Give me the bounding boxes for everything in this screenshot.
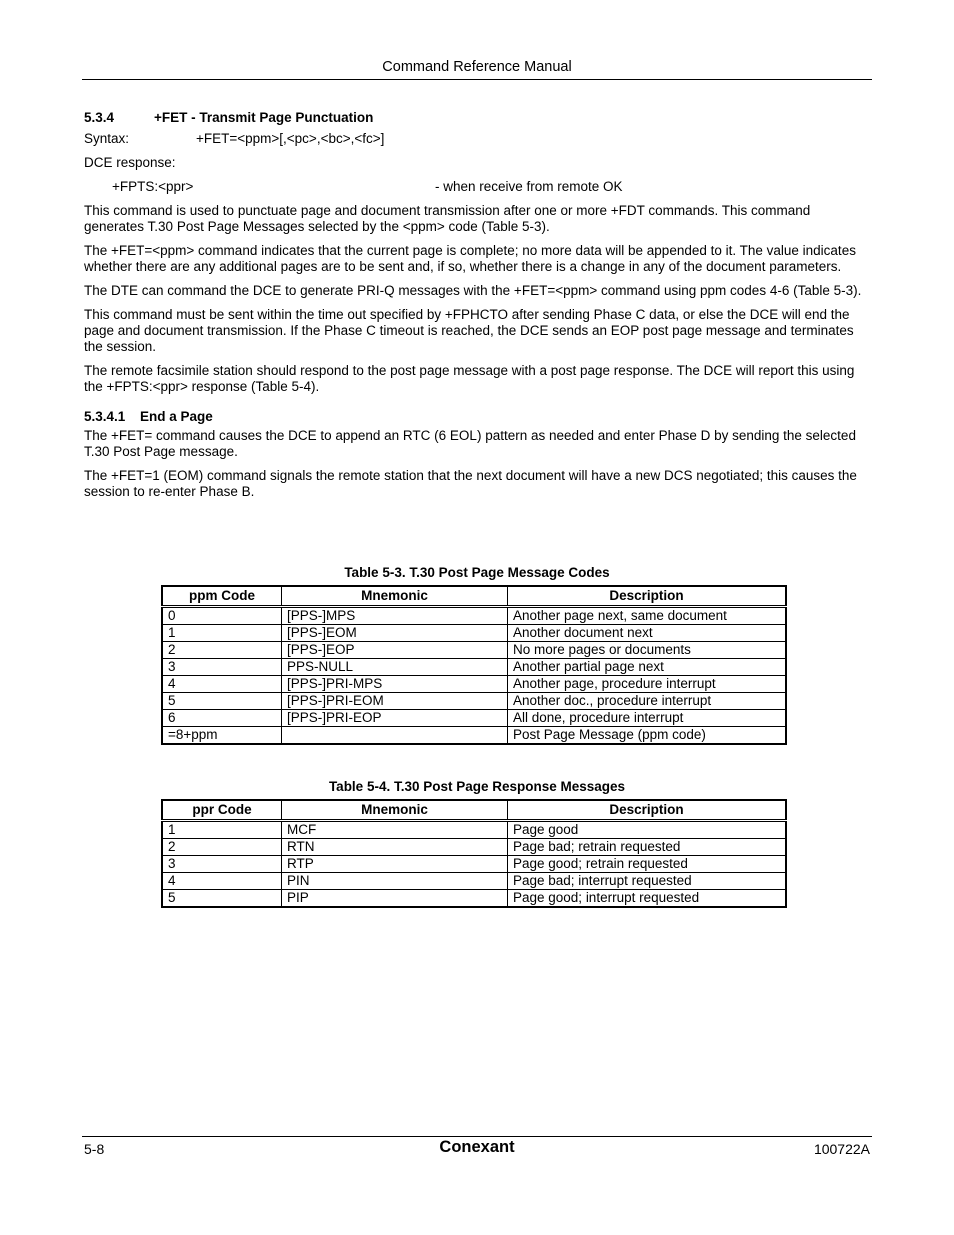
section-title: +FET - Transmit Page Punctuation (154, 110, 374, 125)
paragraph: The +FET= command causes the DCE to append an RTC (6 EOL) pattern as needed and enter Phase D by sending the selected T.30 Post Page message. (84, 428, 856, 459)
table-cell: Another doc., procedure interrupt (508, 693, 787, 710)
column-header: ppr Code (162, 800, 282, 821)
dce-response-code: +FPTS:<ppr> (112, 179, 194, 194)
page-body (84, 110, 872, 508)
table-cell: Page bad; retrain requested (508, 839, 787, 856)
paragraph: The remote facsimile station should respond to the post page message with a post page response. The DCE will report this using the +FPTS:<ppr> response (Table 5-4). (84, 363, 855, 394)
table-cell: RTP (282, 856, 508, 873)
table-row (162, 676, 786, 693)
paragraph: The +FET=1 (EOM) command signals the remote station that the next document will have a new DCS negotiated; this causes the session to re-enter Phase B. (84, 468, 857, 499)
table-cell: =8+ppm (162, 727, 282, 745)
syntax-label: Syntax: (84, 131, 130, 146)
table-row (162, 727, 786, 745)
dce-response-note: - when receive from remote OK (435, 179, 623, 194)
table2-caption: Table 5-4. T.30 Post Page Response Messages (328, 779, 626, 794)
table-cell: [PPS-]PRI-EOM (282, 693, 508, 710)
header-rule (82, 79, 872, 80)
table-cell: PIN (282, 873, 508, 890)
table-cell: MCF (282, 821, 508, 839)
table-row (162, 856, 786, 873)
section-number: 5.3.4 (84, 110, 115, 125)
section-heading (84, 110, 872, 126)
table-cell: Page good (508, 821, 787, 839)
table-cell: 2 (162, 839, 282, 856)
table-row (162, 642, 786, 659)
table-row (162, 659, 786, 676)
subsection-title: End a Page (140, 409, 213, 424)
table-row (162, 839, 786, 856)
table-cell: 5 (162, 890, 282, 908)
table-header-row (162, 800, 786, 821)
table-row (162, 890, 786, 908)
subsection-heading (84, 409, 872, 425)
table-cell: [PPS-]EOM (282, 625, 508, 642)
table-cell: No more pages or documents (508, 642, 787, 659)
table-cell: 3 (162, 856, 282, 873)
column-header: Mnemonic (282, 586, 508, 607)
table-ppm-codes (161, 585, 787, 745)
document-number: 100722A (813, 1141, 870, 1157)
table-cell: Another partial page next (508, 659, 787, 676)
table-row (162, 873, 786, 890)
table-cell: Another page next, same document (508, 607, 787, 625)
paragraph: The DTE can command the DCE to generate PRI-Q messages with the +FET=<ppm> command using ppm codes 4-6 (Table 5-3). (84, 283, 862, 298)
table-row (162, 821, 786, 839)
table-cell: Another document next (508, 625, 787, 642)
table-cell: 4 (162, 873, 282, 890)
table-cell: 4 (162, 676, 282, 693)
column-header: Description (508, 800, 787, 821)
paragraph: This command is used to punctuate page and document transmission after one or more +FDT commands. This command generates T.30 Post Page Messages selected by the <ppm> code (Table 5-3). (84, 203, 811, 234)
table1-caption: Table 5-3. T.30 Post Page Message Codes (344, 565, 610, 580)
table-cell: 1 (162, 821, 282, 839)
table-row (162, 693, 786, 710)
table-cell: 2 (162, 642, 282, 659)
subsection-number: 5.3.4.1 (84, 409, 126, 424)
table-cell: 3 (162, 659, 282, 676)
syntax-value: +FET=<ppm>[,<pc>,<bc>,<fc>] (196, 131, 385, 146)
dce-response-label: DCE response: (84, 155, 176, 170)
table-cell: PIP (282, 890, 508, 908)
footer-rule (82, 1136, 872, 1137)
table-cell: RTN (282, 839, 508, 856)
paragraph: The +FET=<ppm> command indicates that the current page is complete; no more data will be appended to it. The value indicates whether there are any additional pages are to be sent and, if so, whether there is a change in any of the document parameters. (84, 243, 856, 274)
table-cell: [PPS-]PRI-EOP (282, 710, 508, 727)
table-cell: 0 (162, 607, 282, 625)
table-cell: Page good; retrain requested (508, 856, 787, 873)
table-row (162, 607, 786, 625)
table-cell: [PPS-]EOP (282, 642, 508, 659)
table-cell: [PPS-]PRI-MPS (282, 676, 508, 693)
table-ppr-codes (161, 799, 787, 908)
paragraph: This command must be sent within the time out specified by +FPHCTO after sending Phase C data, or else the DCE will end the page and document transmission. If the Phase C timeout is reached, the DCE sends an EOP post page message and terminates the session. (84, 307, 854, 354)
column-header: Description (508, 586, 787, 607)
table-cell: All done, procedure interrupt (508, 710, 787, 727)
table-cell: [PPS-]MPS (282, 607, 508, 625)
table-cell: 1 (162, 625, 282, 642)
page-number: 5-8 (84, 1141, 105, 1157)
table-cell: PPS-NULL (282, 659, 508, 676)
table-header-row (162, 586, 786, 607)
table-cell: Page good; interrupt requested (508, 890, 787, 908)
table-cell: Another page, procedure interrupt (508, 676, 787, 693)
syntax-line (84, 131, 872, 147)
column-header: Mnemonic (282, 800, 508, 821)
table-row (162, 710, 786, 727)
header-title: Command Reference Manual (382, 59, 572, 75)
table-cell: 6 (162, 710, 282, 727)
table-cell: 5 (162, 693, 282, 710)
dce-response-line (112, 179, 872, 195)
table-cell: Post Page Message (ppm code) (508, 727, 787, 745)
company-name: Conexant (439, 1138, 515, 1156)
table-cell (282, 727, 508, 745)
table-row (162, 625, 786, 642)
column-header: ppm Code (162, 586, 282, 607)
table-cell: Page bad; interrupt requested (508, 873, 787, 890)
